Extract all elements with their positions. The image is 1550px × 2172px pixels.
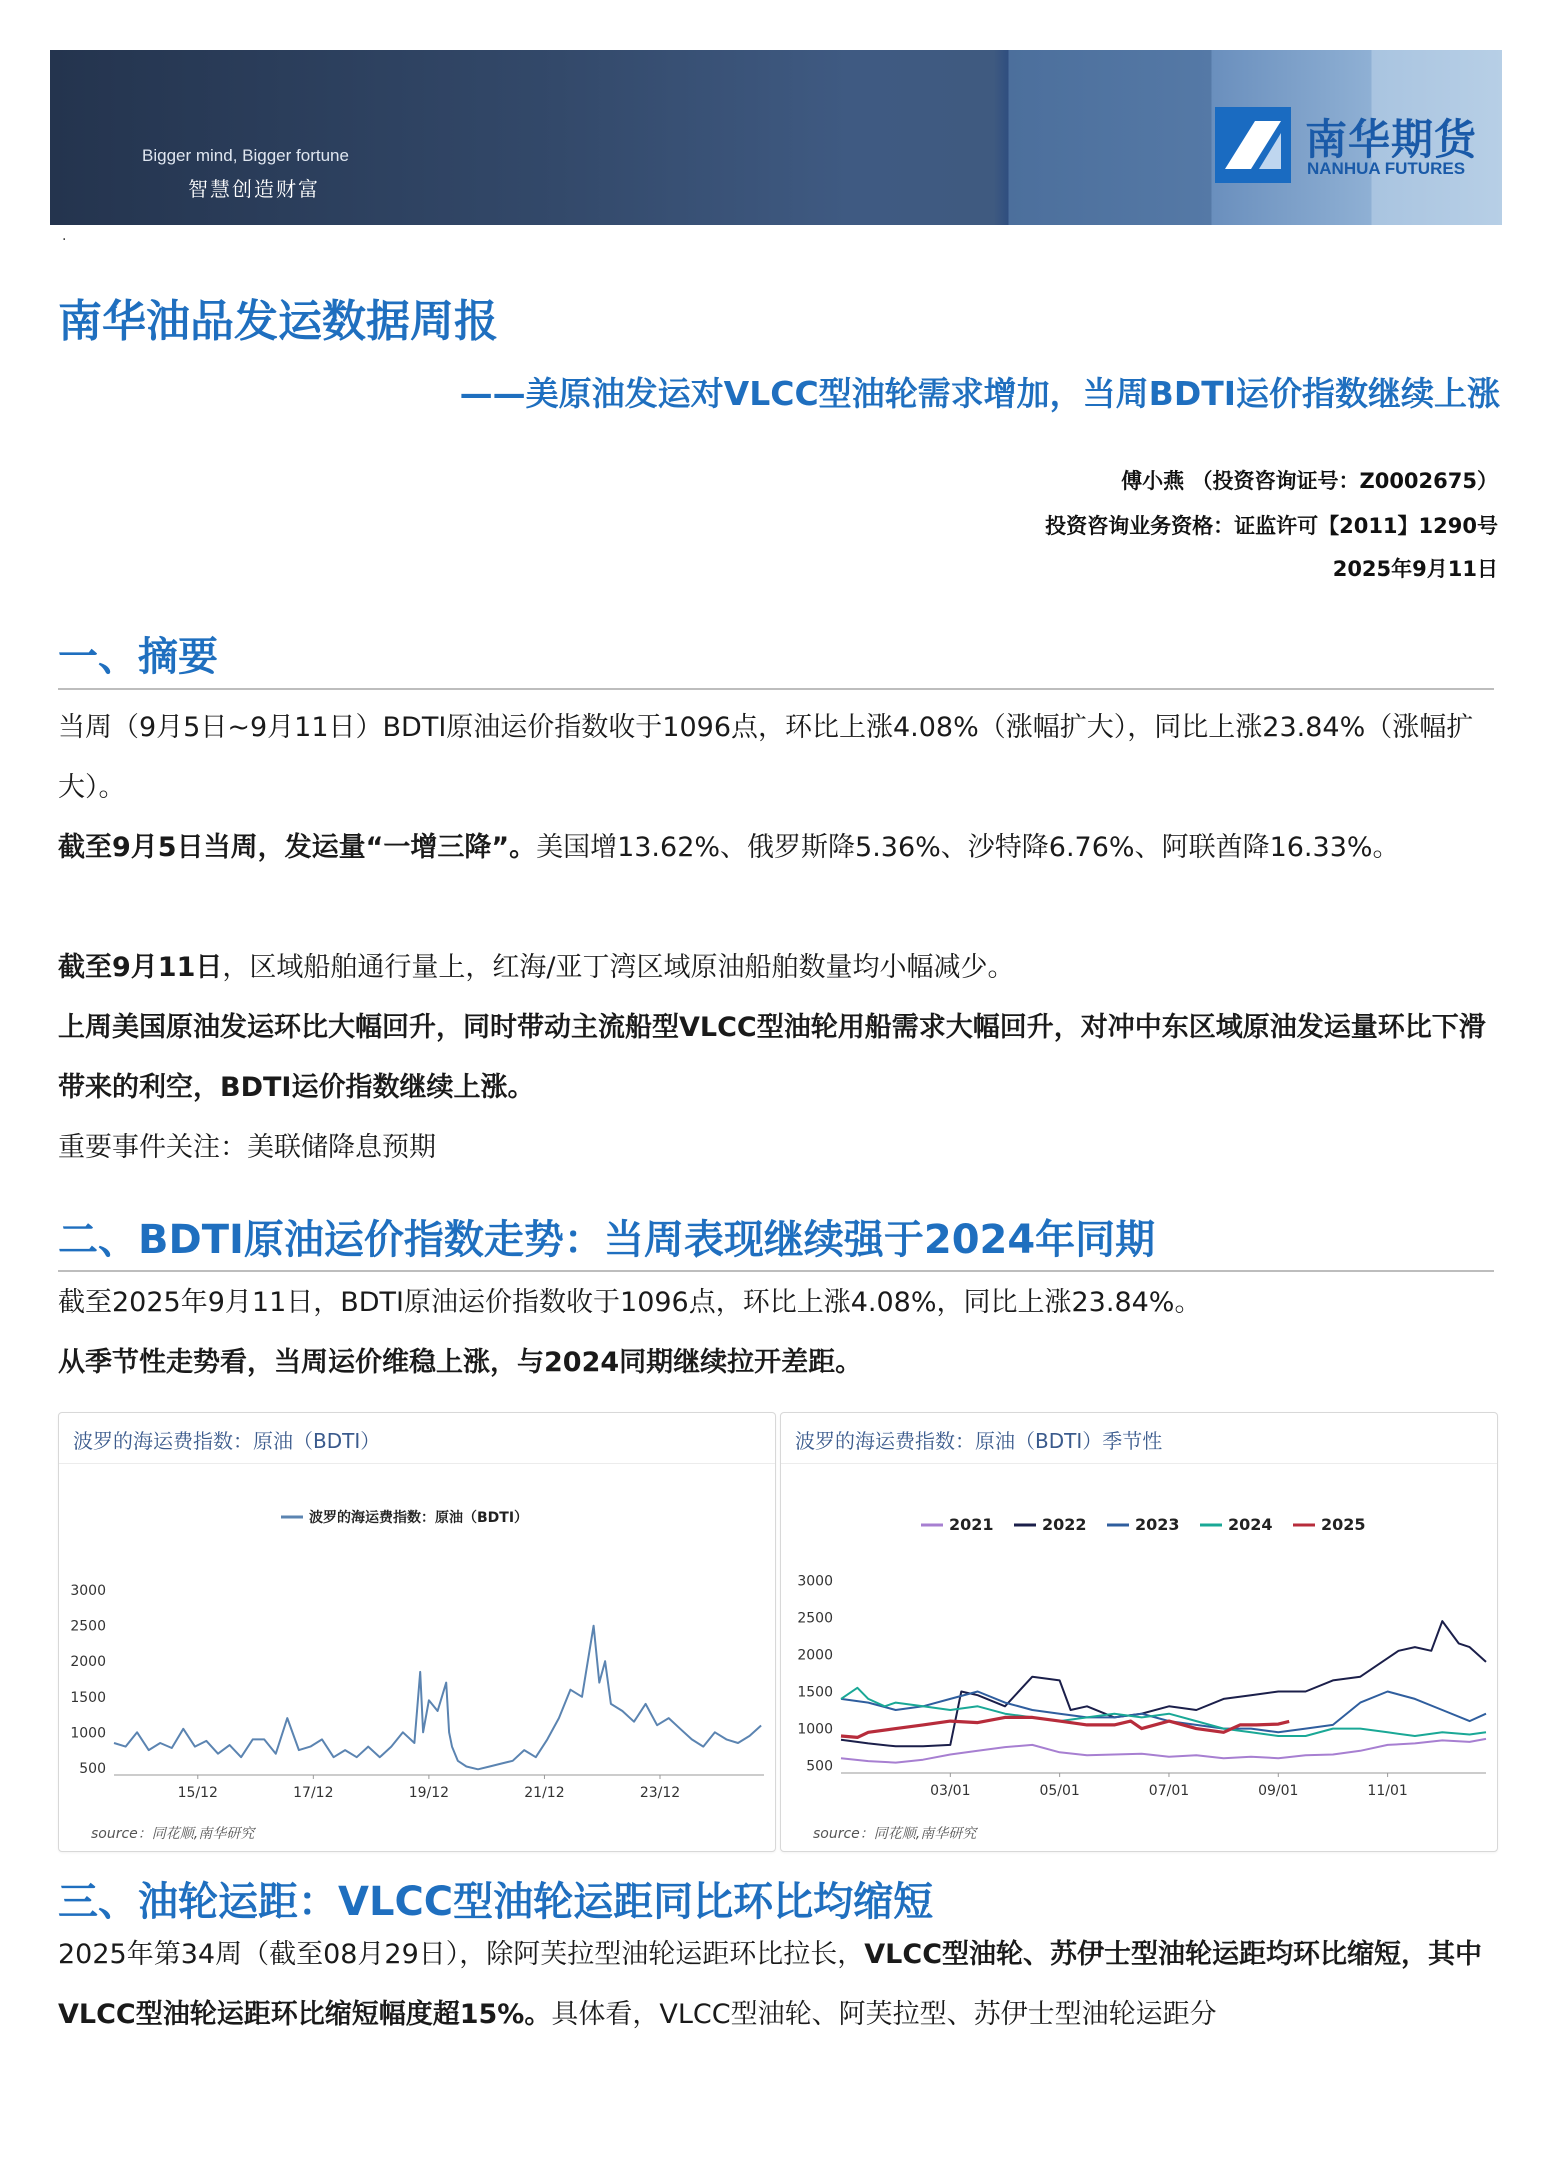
section3-paragraph-1 (58, 1925, 1498, 2045)
section2-paragraph-1: 截至2025年9月11日，BDTI原油运价指数收于1096点，环比上涨4.08%，同比上涨23.84%。 (58, 1287, 1202, 1318)
legend-label: 2022 (1042, 1515, 1087, 1534)
y-tick-label: 1500 (797, 1684, 833, 1701)
y-tick-label: 500 (806, 1758, 833, 1775)
legend-label: 2025 (1321, 1515, 1366, 1534)
section2-paragraph-2: 从季节性走势看，当周运价维稳上涨，与2024同期继续拉开差距。 (58, 1347, 863, 1378)
y-tick-label: 500 (79, 1760, 106, 1777)
x-tick-label: 05/01 (1039, 1783, 1080, 1799)
company-logo (1215, 105, 1495, 185)
summary-paragraph-5: 重要事件关注：美联储降息预期 (58, 1132, 436, 1163)
series-line-2024 (841, 1688, 1486, 1736)
x-tick-label: 11/01 (1367, 1783, 1408, 1799)
section3-p1-bold: VLCC型油轮、苏伊士型油轮运距均环比缩短，其中VLCC型油轮运距环比缩短幅度超15%。 (58, 1939, 1483, 2030)
bdti-seasonal-header (781, 1413, 1497, 1464)
summary-p3-text: ，区域船舶通行量上，红海/亚丁湾区域原油船舶数量均小幅减少。 (222, 952, 1015, 983)
legend-label: 2021 (949, 1515, 994, 1534)
bdti-seasonal-panel (780, 1412, 1498, 1852)
x-tick-label: 09/01 (1258, 1783, 1299, 1799)
x-tick-label: 15/12 (177, 1785, 218, 1801)
section3-p1-a: 2025年第34周（截至08月29日），除阿芙拉型油轮运距环比拉长， (58, 1939, 865, 1970)
series-line-BDTI (114, 1626, 761, 1770)
report-subtitle: ——美原油发运对VLCC型油轮需求增加，当周BDTI运价指数继续上涨 (459, 374, 1500, 413)
summary-p2-text: 美国增13.62%、俄罗斯降5.36%、沙特降6.76%、阿联酋降16.33%。 (536, 832, 1400, 863)
bdti-chart-title: 波罗的海运费指数：原油（BDTI） (73, 1429, 381, 1453)
y-tick-label: 2000 (70, 1654, 106, 1671)
bdti-seasonal-chart (781, 1463, 1497, 1823)
summary-paragraph-2 (58, 818, 1498, 878)
summary-paragraph-4: 上周美国原油发运环比大幅回升，同时带动主流船型VLCC型油轮用船需求大幅回升，对冲中东区域原油发运量环比下滑带来的利空，BDTI运价指数继续上涨。 (58, 1012, 1486, 1103)
report-date: 2025年9月11日 (1332, 557, 1498, 581)
bdti-chart-header (59, 1413, 775, 1464)
logo-mark-icon (1215, 107, 1291, 183)
x-tick-label: 23/12 (639, 1785, 681, 1801)
x-tick-label: 07/01 (1148, 1783, 1190, 1799)
series-line-2022 (841, 1621, 1486, 1746)
y-tick-label: 3000 (70, 1583, 106, 1600)
summary-p2-bold: 截至9月5日当周，发运量“一增三降”。 (58, 832, 537, 863)
logo-text-cn: 南华期货 (1305, 115, 1478, 164)
header-banner (50, 50, 1502, 225)
y-tick-label: 3000 (797, 1573, 833, 1590)
section3-p1-c: 具体看，VLCC型油轮、阿芙拉型、苏伊士型油轮运距分 (551, 1999, 1217, 2030)
bdti-chart-panel (58, 1412, 776, 1852)
y-tick-label: 2500 (70, 1618, 106, 1635)
series-line-2021 (841, 1739, 1486, 1763)
x-tick-label: 03/01 (930, 1783, 971, 1799)
section2-heading: 二、BDTI原油运价指数走势：当周表现继续强于2024年同期 (58, 1217, 1156, 1263)
summary-paragraph-1: 当周（9月5日~9月11日）BDTI原油运价指数收于1096点，环比上涨4.08%（涨幅扩大），同比上涨23.84%（涨幅扩大）。 (58, 712, 1474, 803)
y-tick-label: 1500 (70, 1689, 106, 1706)
license-line: 投资咨询业务资格：证监许可【2011】1290号 (1045, 514, 1498, 538)
section1-heading: 一、摘要 (58, 634, 218, 680)
bdti-chart-source: source：同花顺,南华研究 (91, 1826, 255, 1842)
x-tick-label: 17/12 (293, 1785, 334, 1801)
summary-paragraph-3 (58, 938, 1498, 998)
legend-label: 2024 (1228, 1515, 1273, 1534)
legend-label: 波罗的海运费指数：原油（BDTI） (309, 1510, 529, 1526)
y-tick-label: 1000 (70, 1725, 106, 1742)
section1-divider (58, 688, 1494, 690)
section2-divider (58, 1270, 1494, 1272)
bdti-seasonal-title: 波罗的海运费指数：原油（BDTI）季节性 (795, 1429, 1163, 1453)
y-tick-label: 2000 (797, 1647, 833, 1664)
x-tick-label: 19/12 (408, 1785, 450, 1801)
slogan-cn: 智慧创造财富 (188, 177, 320, 201)
summary-p3-bold: 截至9月11日 (58, 952, 223, 983)
y-tick-label: 2500 (797, 1610, 833, 1627)
series-line-2023 (841, 1692, 1486, 1733)
logo-text-en: NANHUA FUTURES (1307, 159, 1466, 178)
legend-label: 2023 (1135, 1515, 1180, 1534)
y-tick-label: 1000 (797, 1721, 833, 1738)
dot-marker: . (62, 228, 67, 244)
slogan-en: Bigger mind, Bigger fortune (142, 146, 349, 165)
section3-heading: 三、油轮运距：VLCC型油轮运距同比环比均缩短 (58, 1879, 934, 1925)
x-tick-label: 21/12 (524, 1785, 565, 1801)
report-title: 南华油品发运数据周报 (58, 296, 498, 347)
bdti-seasonal-source: source：同花顺,南华研究 (813, 1826, 977, 1842)
author-line: 傅小燕 （投资咨询证号：Z0002675） (1121, 469, 1498, 493)
bdti-line-chart (59, 1463, 775, 1823)
